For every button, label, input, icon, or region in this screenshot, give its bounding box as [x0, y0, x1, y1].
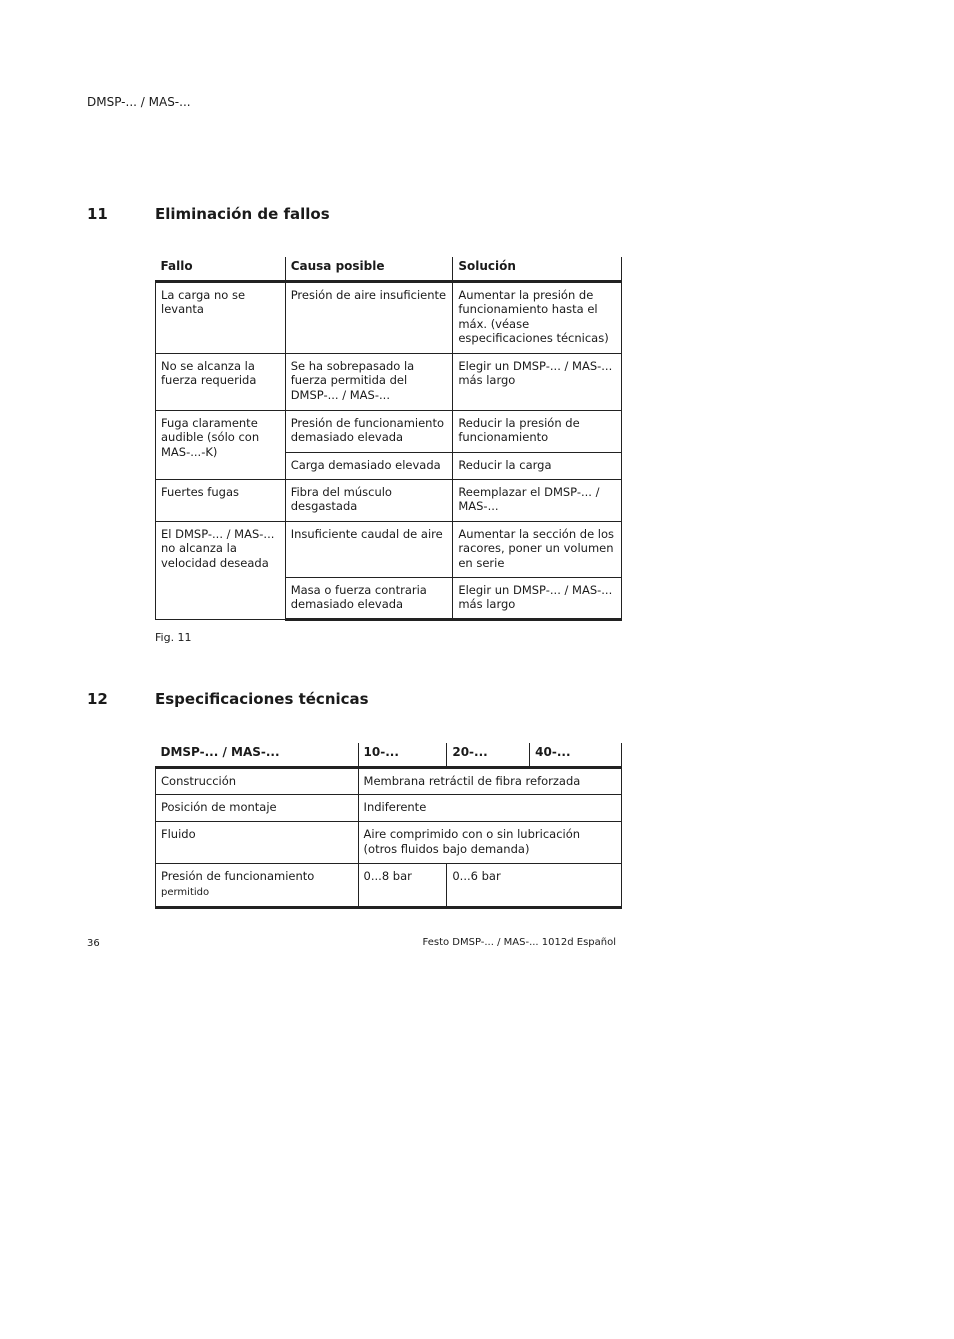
header-cause: Causa posible — [285, 257, 453, 281]
section-11-number: 11 — [87, 205, 108, 223]
header-size-20: 20-... — [447, 743, 530, 767]
table-row — [156, 767, 622, 795]
spec-label: Fluido — [156, 822, 359, 864]
solution-cell: Elegir un DMSP-... / MAS-... más largo — [453, 577, 622, 619]
cause-cell: Masa o fuerza contraria demasiado elevada — [285, 577, 453, 619]
page-number: 36 — [87, 938, 100, 949]
spec-value: Indiferente — [358, 795, 621, 822]
cause-cell: Fibra del músculo desgastada — [285, 479, 453, 521]
spec-label: Posición de montaje — [156, 795, 359, 822]
solution-cell: Aumentar la sección de los racores, poner un volumen en serie — [453, 521, 622, 577]
cause-cell: Presión de funcionamiento demasiado elevada — [285, 410, 453, 452]
table-row — [156, 822, 622, 864]
table-row — [156, 281, 622, 353]
table-row — [156, 353, 622, 410]
section-12-number: 12 — [87, 690, 108, 708]
cause-cell: Carga demasiado elevada — [285, 452, 453, 479]
spec-value-10: 0...8 bar — [358, 864, 447, 908]
spec-value: Aire comprimido con o sin lubricación (otros fluidos bajo demanda) — [358, 822, 621, 864]
fault-cell: No se alcanza la fuerza requerida — [156, 353, 286, 410]
cause-cell: Insuficiente caudal de aire — [285, 521, 453, 577]
cause-cell: Se ha sobrepasado la fuerza permitida del DMSP-... / MAS-... — [285, 353, 453, 410]
spec-value-20-40: 0...6 bar — [447, 864, 622, 908]
specifications-table — [155, 743, 622, 909]
cause-cell: Presión de aire insuficiente — [285, 281, 453, 353]
table-row — [156, 410, 622, 452]
section-11-title: Eliminación de fallos — [155, 205, 330, 223]
spec-label — [156, 864, 359, 908]
section-12-title: Especificaciones técnicas — [155, 690, 369, 708]
table-header-row — [156, 257, 622, 281]
solution-cell: Reducir la presión de funcionamiento — [453, 410, 622, 452]
spec-value: Membrana retráctil de fibra reforzada — [358, 767, 621, 795]
table-row — [156, 521, 622, 577]
header-size-10: 10-... — [358, 743, 447, 767]
table-row — [156, 479, 622, 521]
running-head: DMSP-... / MAS-... — [87, 95, 191, 109]
header-model: DMSP-... / MAS-... — [156, 743, 359, 767]
table-row — [156, 864, 622, 908]
fault-cell: Fuga claramente audible (sólo con MAS-...-K) — [156, 410, 286, 479]
troubleshooting-table — [155, 257, 622, 621]
document-info: Festo DMSP-... / MAS-... 1012d Español — [422, 937, 616, 948]
solution-cell: Elegir un DMSP-... / MAS-... más largo — [453, 353, 622, 410]
solution-cell: Reducir la carga — [453, 452, 622, 479]
fault-cell: Fuertes fugas — [156, 479, 286, 521]
header-fault: Fallo — [156, 257, 286, 281]
header-solution: Solución — [453, 257, 622, 281]
solution-cell: Reemplazar el DMSP-... / MAS-... — [453, 479, 622, 521]
spec-label-text: Presión de funcionamiento — [161, 869, 315, 883]
table-row — [156, 795, 622, 822]
fault-cell: El DMSP-... / MAS-... no alcanza la velocidad deseada — [156, 521, 286, 619]
fault-cell: La carga no se levanta — [156, 281, 286, 353]
solution-cell: Aumentar la presión de funcionamiento hasta el máx. (véase especificaciones técnicas) — [453, 281, 622, 353]
spec-label-subscript: permitido — [161, 886, 210, 898]
spec-label: Construcción — [156, 767, 359, 795]
figure-caption: Fig. 11 — [155, 631, 192, 644]
table-header-row — [156, 743, 622, 767]
header-size-40: 40-... — [530, 743, 622, 767]
